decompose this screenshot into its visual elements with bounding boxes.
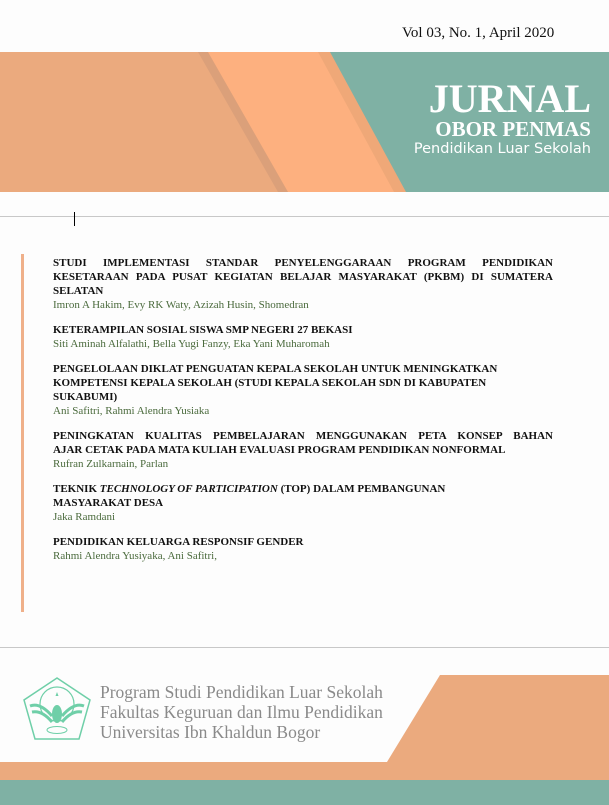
footer-faculty: Fakultas Keguruan dan Ilmu Pendidikan — [100, 702, 383, 722]
university-logo — [22, 676, 92, 742]
text-cursor — [74, 212, 75, 226]
article-authors: Imron A Hakim, Evy RK Waty, Azizah Husin, Shomedran — [53, 299, 309, 311]
footer-text — [100, 682, 383, 742]
article-authors: Siti Aminah Alfalathi, Bella Yugi Fanzy, Eka Yani Muharomah — [53, 338, 330, 350]
journal-field: Pendidikan Luar Sekolah — [413, 141, 591, 157]
footer-university: Universitas Ibn Khaldun Bogor — [100, 722, 321, 742]
article-list — [53, 256, 553, 574]
article-authors: Rahmi Alendra Yusiyaka, Ani Safitri, — [53, 550, 217, 562]
accent-bar — [21, 254, 24, 612]
article-authors: Rufran Zulkarnain, Parlan — [53, 458, 169, 470]
article-authors: Jaka Ramdani — [53, 511, 116, 523]
article-entry[interactable] — [53, 256, 553, 312]
journal-masthead — [413, 76, 591, 158]
article-entry[interactable] — [53, 362, 553, 418]
article-title: PENDIDIKAN KELUARGA RESPONSIF GENDER — [53, 536, 304, 548]
article-entry[interactable] — [53, 482, 553, 524]
article-entry[interactable] — [53, 535, 553, 563]
article-title: PENINGKATAN KUALITAS PEMBELAJARAN MENGGUNAKAN PETA KONSEP BAHAN AJAR CETAK PADA MATA KULIAH EVALUASI PROGRAM PENDIDIKAN NONFORMAL — [53, 430, 553, 456]
divider-bottom — [0, 647, 609, 648]
article-title: PENGELOLAAN DIKLAT PENGUATAN KEPALA SEKOLAH UNTUK MENINGKATKAN KOMPETENSI KEPALA SEKOLAH (STUDI KEPALA SEKOLAH SDN DI KABUPATEN SUKABUMI) — [53, 363, 498, 403]
footer-program: Program Studi Pendidikan Luar Sekolah — [100, 682, 383, 702]
article-title: KETERAMPILAN SOSIAL SISWA SMP NEGERI 27 BEKASI — [53, 324, 353, 336]
article-entry[interactable] — [53, 429, 553, 471]
article-title: TEKNIK TECHNOLOGY OF PARTICIPATION (TOP) DALAM PEMBANGUNAN MASYARAKAT DESA — [53, 483, 446, 509]
article-authors: Ani Safitri, Rahmi Alendra Yusiaka — [53, 405, 210, 417]
volume-label: Vol 03, No. 1, April 2020 — [402, 25, 555, 41]
article-title: STUDI IMPLEMENTASI STANDAR PENYELENGGARAAN PROGRAM PENDIDIKAN KESETARAAN PADA PUSAT KEGIATAN BELAJAR MASYARAKAT (PKBM) DI SUMATERA SELATAN — [53, 257, 553, 297]
divider-top — [0, 216, 609, 217]
journal-title: JURNAL — [428, 76, 591, 121]
journal-subtitle: OBOR PENMAS — [435, 117, 591, 141]
footer-orange-band — [0, 762, 609, 782]
article-entry[interactable] — [53, 323, 553, 351]
footer-teal-band — [0, 780, 609, 805]
